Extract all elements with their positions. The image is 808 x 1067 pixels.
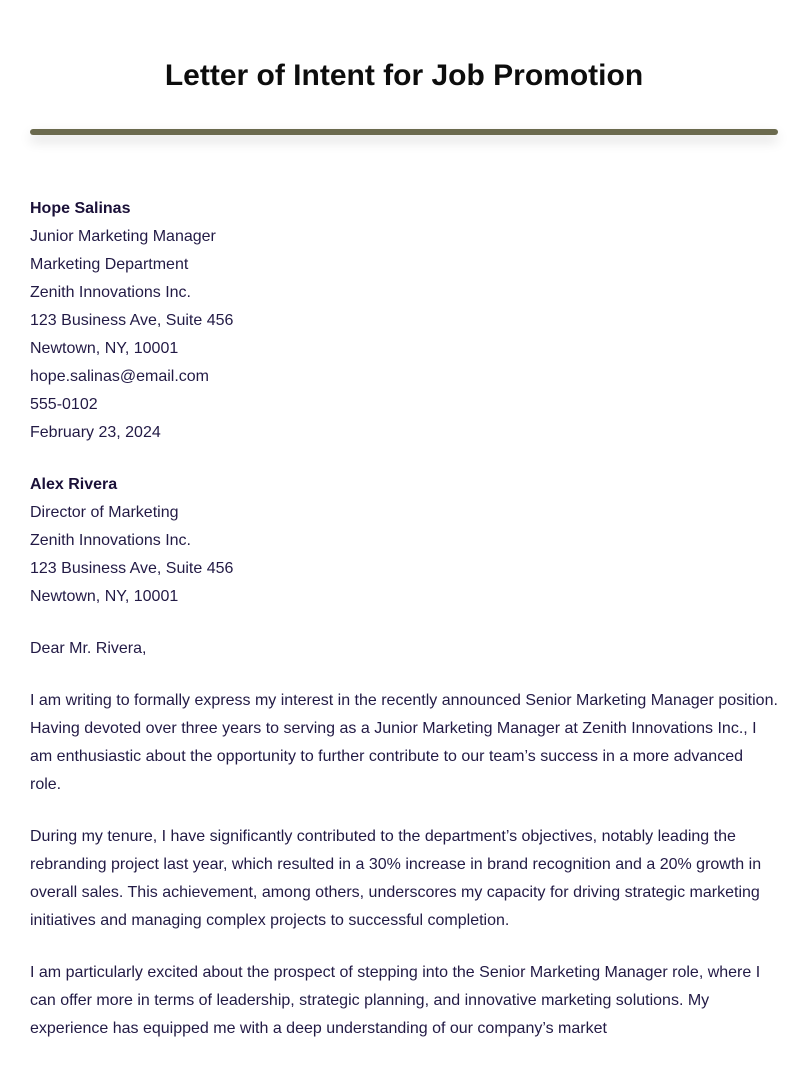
sender-phone: 555-0102 (30, 396, 98, 413)
body-paragraph: During my tenure, I have significantly contributed to the department’s objectives, notably leading the rebranding project last year, which resulted in a 30% increase in brand recognition and a 20% growth in overall sales. This achievement, among others, underscores my capacity for driving strategic marketing initiatives and managing complex projects to successful completion. (30, 828, 762, 929)
title-divider (30, 129, 778, 135)
letter-date: February 23, 2024 (30, 424, 161, 441)
recipient-street: 123 Business Ave, Suite 456 (30, 560, 234, 577)
recipient-name: Alex Rivera (30, 476, 118, 493)
recipient-block (30, 471, 778, 611)
body-paragraph: I am particularly excited about the prospect of stepping into the Senior Marketing Manager role, where I can offer more in terms of leadership, strategic planning, and innovative marketing solutions. My experience has equipped me with a deep understanding of our company’s market (30, 964, 761, 1037)
sender-city: Newtown, NY, 10001 (30, 340, 179, 357)
body-paragraph: I am writing to formally express my interest in the recently announced Senior Marketing Manager position. Having devoted over three years to serving as a Junior Marketing Manager at Zenith Innovations Inc., I am enthusiastic about the opportunity to further contribute to our team’s success in a more advanced role. (30, 692, 778, 793)
sender-company: Zenith Innovations Inc. (30, 284, 191, 301)
recipient-company: Zenith Innovations Inc. (30, 532, 191, 549)
sender-position: Junior Marketing Manager (30, 228, 216, 245)
sender-name: Hope Salinas (30, 200, 131, 217)
sender-block (30, 195, 778, 447)
sender-email: hope.salinas@email.com (30, 368, 209, 385)
sender-department: Marketing Department (30, 256, 189, 273)
document-title: Letter of Intent for Job Promotion (164, 59, 644, 92)
salutation: Dear Mr. Rivera, (30, 640, 147, 657)
sender-street: 123 Business Ave, Suite 456 (30, 312, 234, 329)
recipient-city: Newtown, NY, 10001 (30, 588, 179, 605)
letter-body (30, 195, 778, 1067)
recipient-position: Director of Marketing (30, 504, 179, 521)
